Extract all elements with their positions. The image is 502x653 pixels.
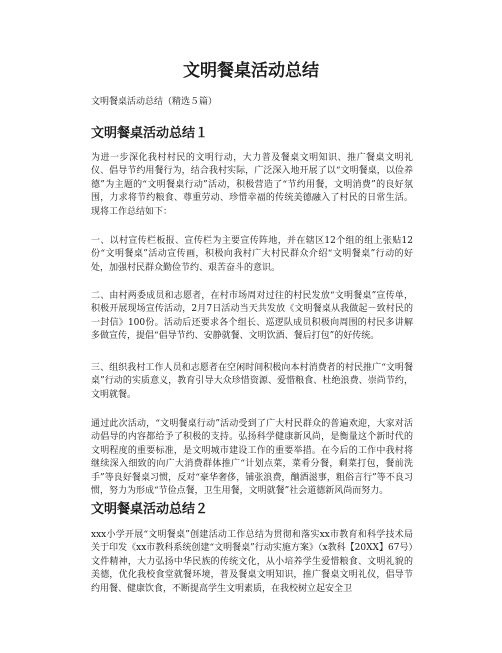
section-1-paragraph-4: 三、组织我村工作人员和志愿者在空闲时间积极向本村消费者的村民推广“文明餐桌”行动的实质意义，教育引导大众珍惜资源、爱惜粮食、杜绝浪费、崇尚节约，文明就餐。 <box>91 363 413 400</box>
section-1-heading: 文明餐桌活动总结１ <box>91 126 209 141</box>
section-1-paragraph-3: 二、由村两委成员和志愿者，在村市场周对过往的村民发放“文明餐桌”宣传单，积极开展现场宣传活动，2月7日活动当天共发放《文明餐桌从我做起－致村民的一封信》100份。活动后还要求各个组长、巡逻队成员积极向周围的村民多讲解多做宣传，提倡“倡导节约、安静就餐、文明饮酒、餐后打包”的好传统。 <box>91 291 413 342</box>
section-2-paragraph-1: xxx小学开展“文明餐桌”创建活动工作总结为贯彻和落实xx市教育和科学技术局关于印发《xx市教科系统创建“文明餐桌”行动实施方案》（x教科【20XX】67号）文件精神，大力弘扬中华民族的传统文化，从小培养学生爱惜粮食、文明礼貌的美德，优化我校食堂就餐环境，普及餐桌文明知识，推广餐桌文明礼仪，倡导节约用餐、健康饮食，不断提高学生文明素质，在我校树立起安全卫 <box>91 530 413 594</box>
document-subtitle: 文明餐桌活动总结（精选５篇） <box>91 97 218 107</box>
document-title: 文明餐桌活动总结 <box>183 61 319 81</box>
section-1-paragraph-5: 通过此次活动，“文明餐桌行动”活动受到了广大村民群众的普遍欢迎，大家对活动倡导的内容都给予了积极的支持。弘扬科学健康新风尚，是衡量这个新时代的文明程度的重要标准，是文明城市建设工作的重要举措。在今后的工作中我村将继续深入细致的向广大消费群体推广“计划点菜，菜肴分餐，剩菜打包，餐前洗手”等良好餐桌习惯，反对“豪华奢侈，铺张浪费，酗酒滋事，粗俗言行”等不良习惯，努力为形成“节俭点餐，卫生用餐，文明就餐”社会道德新风尚而努力。 <box>91 419 413 497</box>
section-1-paragraph-2: 一、以村宣传栏板报、宣传栏为主要宣传阵地，并在辖区12个组的组上张贴12份“文明餐桌”活动宣传画，积极向我村广大村民群众介绍“文明餐桌”行动的好处，加强村民群众勤俭节约、艰苦奋斗的意识。 <box>91 236 413 273</box>
section-1-paragraph-1: 为进一步深化我村村民的文明行动，大力普及餐桌文明知识、推广餐桌文明礼仪、倡导节约用餐行为，结合我村实际，广泛深入地开展了以“文明餐桌，以俭养德”为主题的“文明餐桌行动”活动，积极营造了“节约用餐，文明消费”的良好氛围，力求将节约粮食、尊重劳动、珍惜幸福的传统美德融入了村民的日常生活。现将工作总结如下： <box>91 153 413 217</box>
section-2-heading: 文明餐桌活动总结２ <box>91 502 209 517</box>
